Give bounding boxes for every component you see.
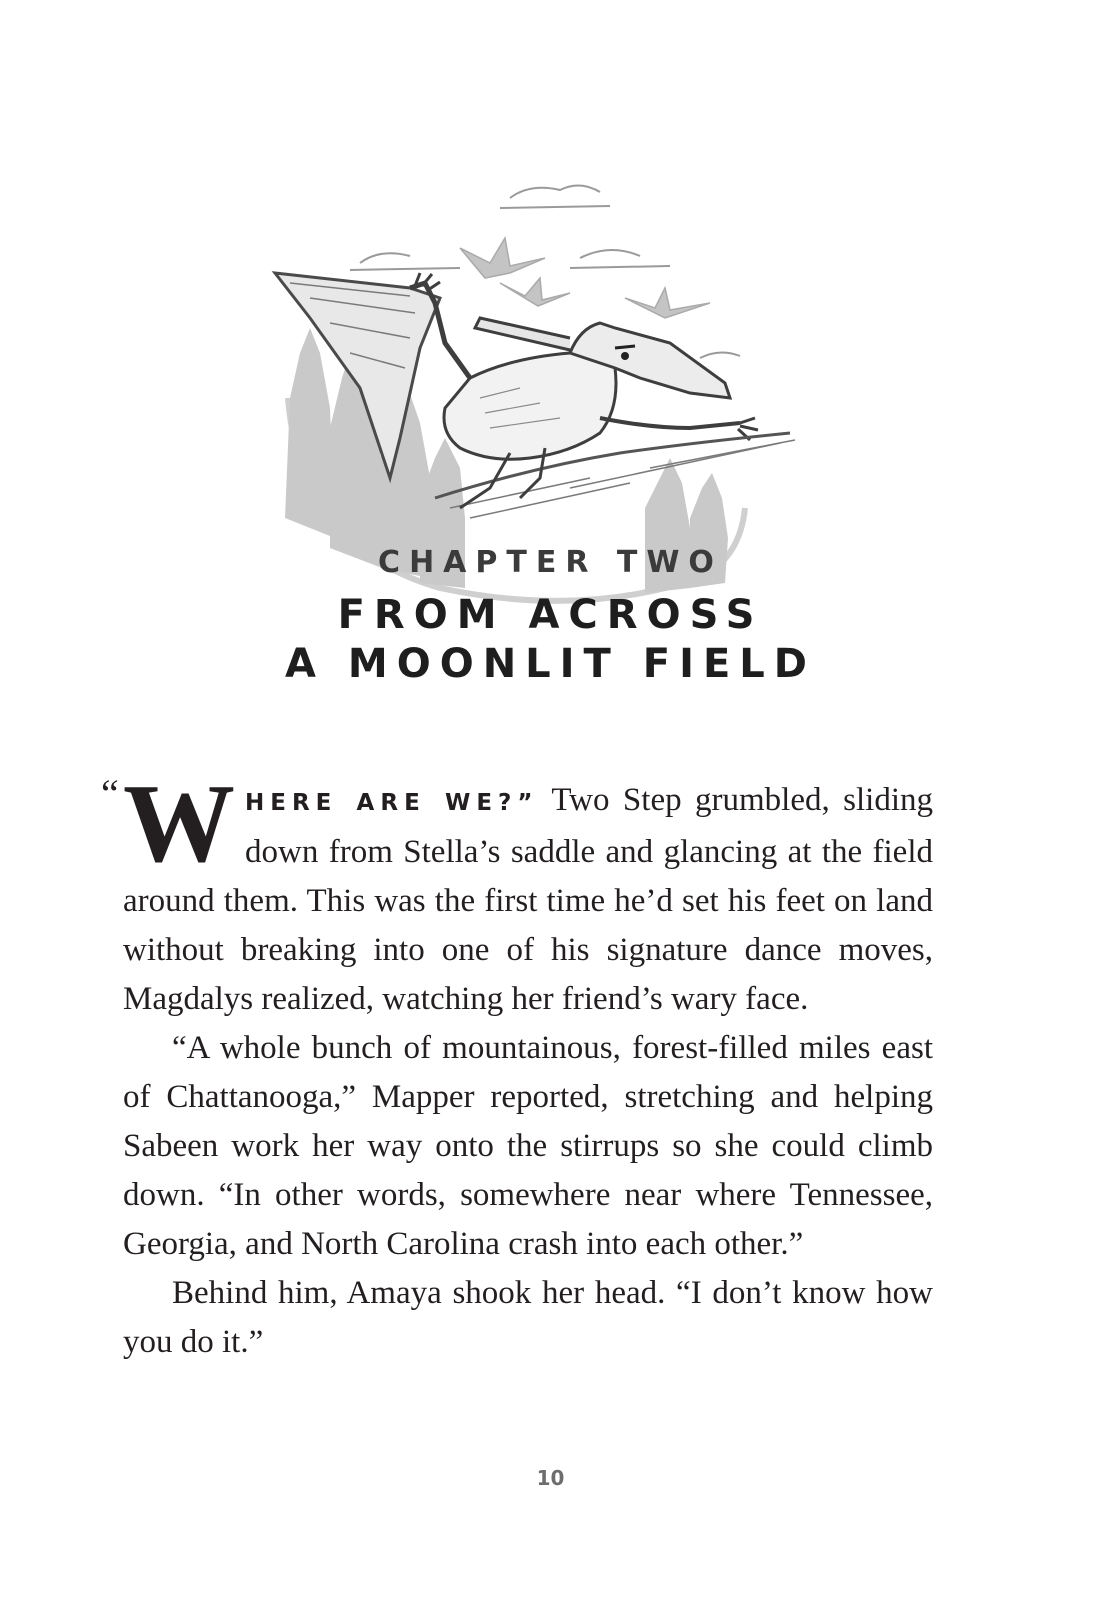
opening-paragraph	[101, 762, 933, 1024]
paragraph: Behind him, Amaya shook her head. “I don’t know how you do it.”	[123, 1275, 933, 1360]
pterodactyl-flying-over-forest-icon	[270, 178, 830, 608]
chapter-number: CHAPTER TWO	[378, 545, 723, 580]
opening-small-caps: HERE ARE WE?”	[245, 790, 539, 816]
pterodactyl-illustration	[270, 178, 830, 608]
paragraph: “A whole bunch of mountainous, forest-filled miles east of Chattanooga,” Mapper reported, stretching and helping Sabeen work her way onto the stirrups so she could climb down. “In other words, somewhere near where Tennessee, Georgia, and North Carolina crash into each other.”	[123, 1030, 933, 1262]
drop-cap: W	[123, 762, 235, 886]
chapter-title-line-1: FROM ACROSS	[337, 592, 764, 638]
chapter-body	[101, 762, 933, 1367]
opening-text: Two Step grumbled, sliding down from Stella’s saddle and glancing at the field around them. This was the first time he’d set his feet on land without breaking into one of his signature dance moves, Magdalys realized, watching her friend’s wary face.	[123, 782, 933, 1017]
chapter-title-line-2: A MOONLIT FIELD	[285, 641, 816, 687]
opening-quote-mark: “	[101, 771, 119, 816]
page-number: 10	[536, 1466, 565, 1490]
